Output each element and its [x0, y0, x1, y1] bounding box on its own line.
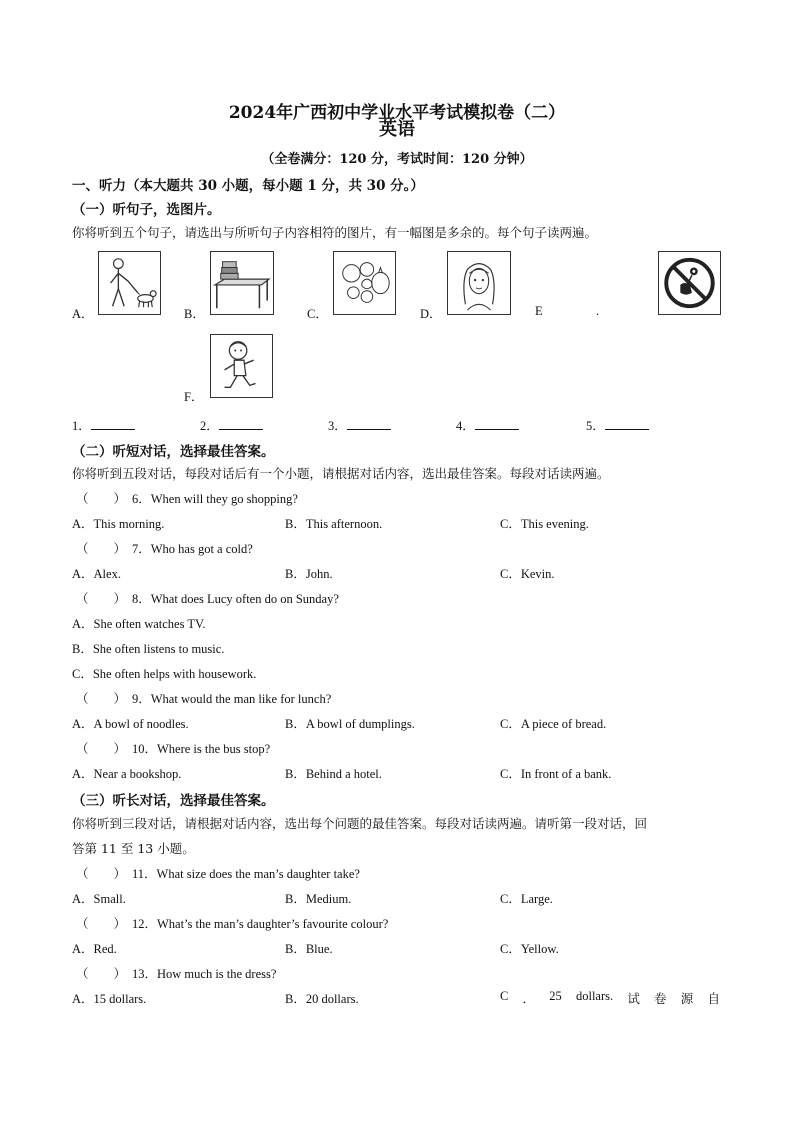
- question-7: 7．Who has got a cold?: [132, 542, 253, 556]
- q13-option-a: A．15 dollars.: [72, 992, 147, 1006]
- picture-label-a: A．: [72, 307, 94, 321]
- answer-blank-1[interactable]: 1．: [72, 416, 135, 434]
- question-paren[interactable]: （ ）: [76, 542, 127, 556]
- question-paren[interactable]: （ ）: [76, 967, 127, 981]
- sec1-instruction: 你将听到五个句子，请选出与所听句子内容相符的图片，有一幅图是多余的。每个句子读两遍。: [72, 225, 598, 240]
- q6-option-b: B．This afternoon.: [285, 517, 383, 531]
- q9-option-b: B．A bowl of dumplings.: [285, 717, 415, 731]
- girl-portrait-icon: [447, 251, 511, 315]
- q13-option-b: B．20 dollars.: [285, 992, 359, 1006]
- q7-option-b: B．John.: [285, 567, 333, 581]
- q8-option-a: A．She often watches TV.: [72, 617, 206, 631]
- answer-blank-5[interactable]: 5．: [586, 416, 649, 434]
- question-9: 9．What would the man like for lunch?: [132, 692, 332, 706]
- running-boy-icon: [210, 334, 273, 398]
- answer-blank-2[interactable]: 2．: [200, 416, 263, 434]
- q11-option-a: A．Small.: [72, 892, 126, 906]
- picture-label-f: F．: [184, 390, 204, 404]
- answer-blank-4[interactable]: 4．: [456, 416, 519, 434]
- picture-label-b: B．: [184, 307, 205, 321]
- q12-option-a: A．Red.: [72, 942, 117, 956]
- no-picking-flowers-icon: [658, 251, 721, 315]
- q11-option-c: C．Large.: [500, 892, 553, 906]
- exam-title: 2024年广西初中学业水平考试模拟卷（二）: [228, 103, 566, 123]
- q7-option-a: A．Alex.: [72, 567, 121, 581]
- q8-option-c: C．She often helps with housework.: [72, 667, 257, 681]
- question-12: 12．What’s the man’s daughter’s favourite colour?: [132, 917, 389, 931]
- picture-label-e: E: [535, 304, 543, 318]
- q6-option-a: A．This morning.: [72, 517, 165, 531]
- sec2-instruction: 你将听到五段对话，每段对话后有一个小题，请根据对话内容，选出最佳答案。每段对话读两遍。: [72, 466, 610, 481]
- books-on-table-icon: [210, 251, 274, 315]
- sec1-heading: （一）听句子，选图片。: [72, 202, 221, 218]
- question-11: 11．What size does the man’s daughter take?: [132, 867, 360, 881]
- question-6: 6．When will they go shopping?: [132, 492, 298, 506]
- question-paren[interactable]: （ ）: [76, 867, 127, 881]
- question-10: 10．Where is the bus stop?: [132, 742, 271, 756]
- q11-option-b: B．Medium.: [285, 892, 352, 906]
- vegetables-icon: [333, 251, 396, 315]
- q9-option-a: A．A bowl of noodles.: [72, 717, 189, 731]
- question-paren[interactable]: （ ）: [76, 492, 127, 506]
- question-13: 13．How much is the dress?: [132, 967, 277, 981]
- picture-label-d: D．: [420, 307, 442, 321]
- answer-blank-3[interactable]: 3．: [328, 416, 391, 434]
- question-paren[interactable]: （ ）: [76, 692, 127, 706]
- question-8: 8．What does Lucy often do on Sunday?: [132, 592, 339, 606]
- sec2-heading: （二）听短对话，选择最佳答案。: [72, 444, 275, 460]
- q12-option-c: C．Yellow.: [500, 942, 559, 956]
- question-paren[interactable]: （ ）: [76, 742, 127, 756]
- sec3-instruction-line2: 答第 11 至 13 小题。: [72, 841, 195, 856]
- man-walking-dog-icon: [98, 251, 161, 315]
- picture-label-e-dot: .: [596, 304, 600, 318]
- q7-option-c: C．Kevin.: [500, 567, 555, 581]
- q12-option-b: B．Blue.: [285, 942, 333, 956]
- q6-option-c: C．This evening.: [500, 517, 589, 531]
- q13-option-c: C ． 25 dollars. 试 卷 源 自: [500, 989, 720, 1006]
- q10-option-c: C．In front of a bank.: [500, 767, 612, 781]
- picture-label-c: C．: [307, 307, 328, 321]
- sec3-heading: （三）听长对话，选择最佳答案。: [72, 793, 275, 809]
- sec3-instruction-line1: 你将听到三段对话，请根据对话内容，选出每个问题的最佳答案。每段对话读两遍。请听第一段对话，回: [72, 816, 648, 831]
- q9-option-c: C．A piece of bread.: [500, 717, 607, 731]
- question-paren[interactable]: （ ）: [76, 917, 127, 931]
- subject-title: 英语: [379, 119, 415, 140]
- part1-heading: 一、听力（本大题共 30 小题，每小题 1 分，共 30 分。）: [72, 178, 424, 194]
- q8-option-b: B．She often listens to music.: [72, 642, 225, 656]
- score-info: （全卷满分：120 分，考试时间：120 分钟）: [261, 152, 533, 167]
- q10-option-a: A．Near a bookshop.: [72, 767, 182, 781]
- q10-option-b: B．Behind a hotel.: [285, 767, 382, 781]
- question-paren[interactable]: （ ）: [76, 592, 127, 606]
